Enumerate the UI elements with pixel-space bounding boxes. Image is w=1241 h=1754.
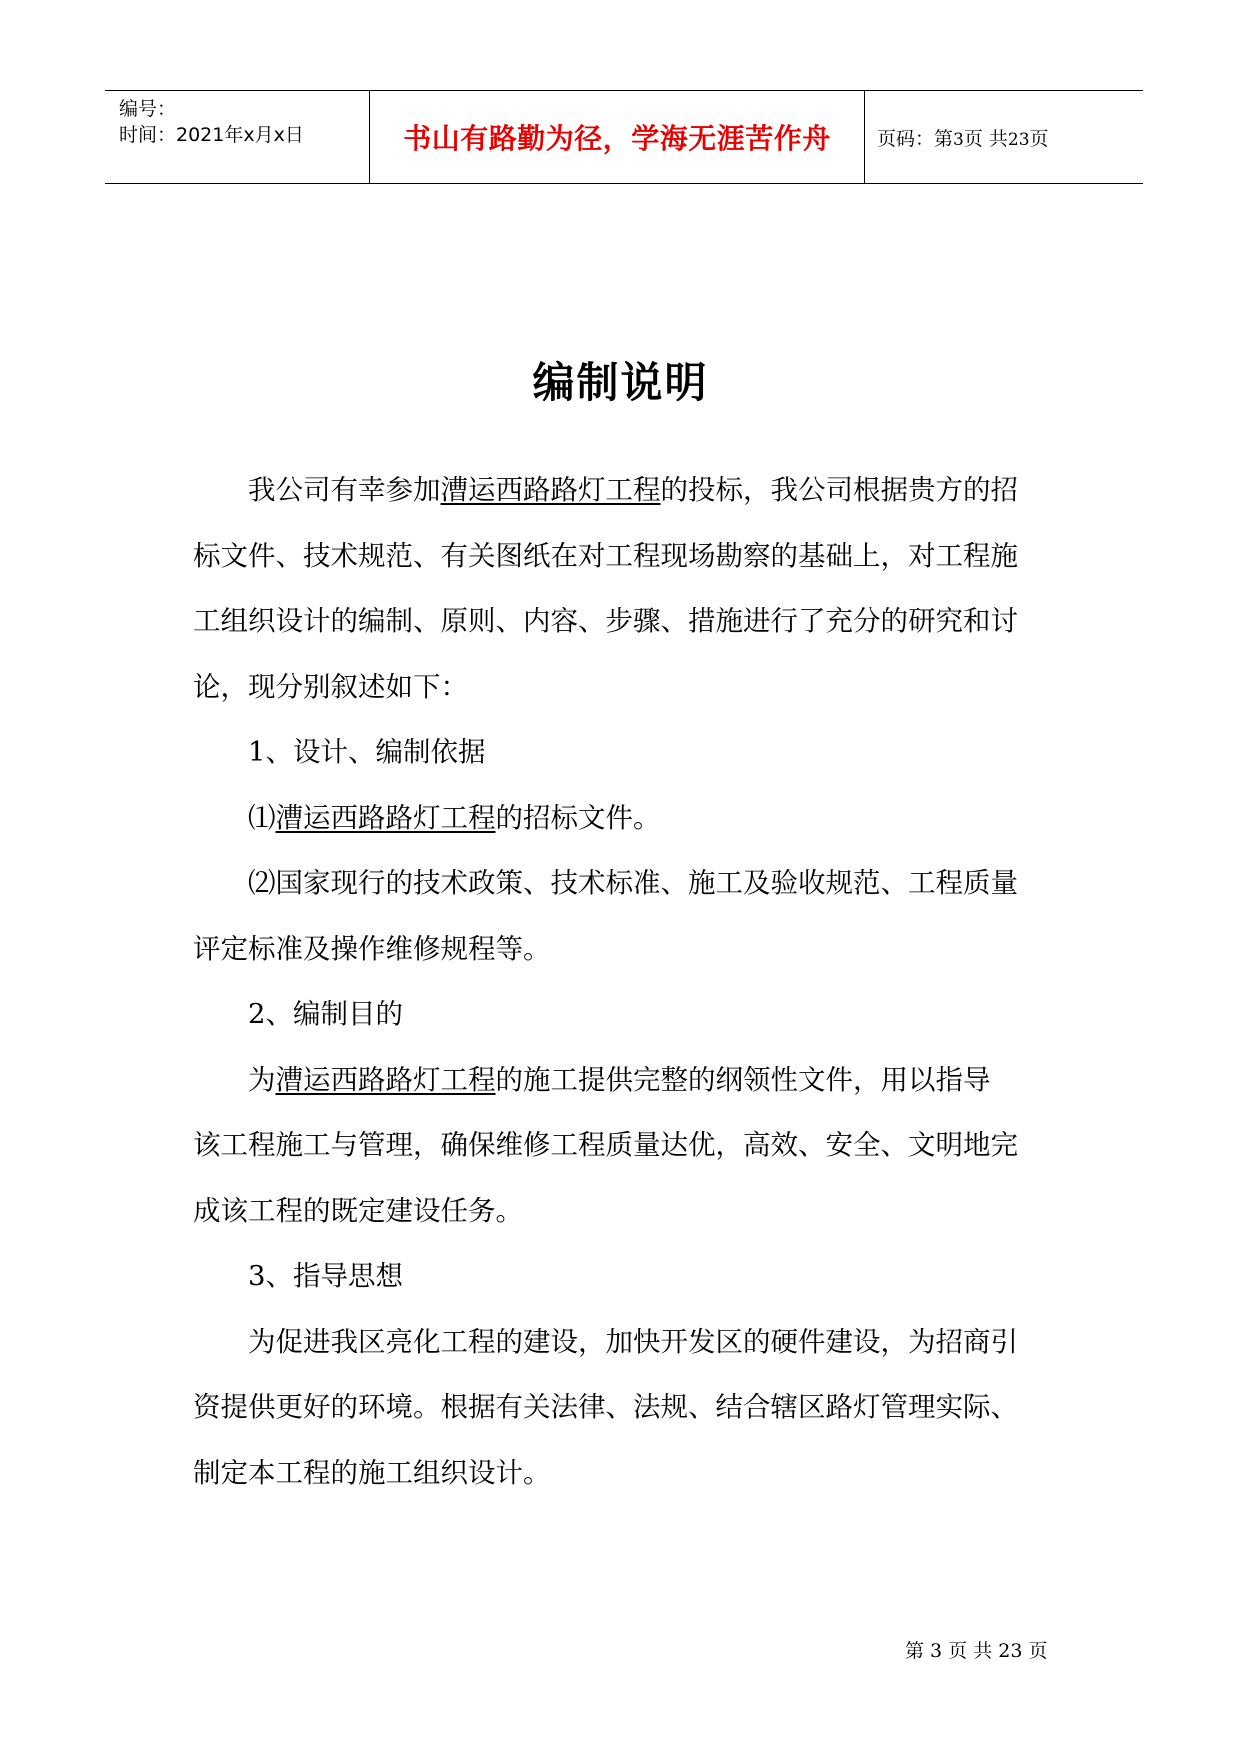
paragraph-line: 工组织设计的编制、原则、内容、步骤、措施进行了充分的研究和讨 — [193, 605, 1018, 637]
section-heading: 2、编制目的 — [248, 998, 403, 1030]
document-number-label: 编号： — [119, 98, 177, 120]
page-footer: 第 3 页 共 23 页 — [905, 1640, 1048, 1662]
document-time-label: 时间：2021年x月x日 — [119, 124, 304, 146]
header-page-info: 页码：第3页 共23页 — [877, 127, 1049, 150]
paragraph-line: 为漕运西路路灯工程的施工提供完整的纲领性文件，用以指导 — [248, 1063, 991, 1096]
paragraph-line: 论，现分别叙述如下： — [193, 670, 468, 703]
list-item: ⑵国家现行的技术政策、技术标准、施工及验收规范、工程质量 — [248, 867, 1018, 899]
paragraph-line: 为促进我区亮化工程的建设，加快开发区的硬件建设，为招商引 — [248, 1325, 1018, 1358]
paragraph-line: 标文件、技术规范、有关图纸在对工程现场勘察的基础上，对工程施 — [193, 539, 1018, 572]
project-name: 漕运西路路灯工程 — [440, 474, 661, 506]
paragraph-line: 成该工程的既定建设任务。 — [193, 1194, 523, 1227]
page-header — [105, 90, 1143, 184]
project-name: 漕运西路路灯工程 — [275, 801, 496, 834]
paragraph-line: 制定本工程的施工组织设计。 — [193, 1456, 551, 1489]
paragraph-line: 我公司有幸参加漕运西路路灯工程的投标，我公司根据贵方的招 — [248, 474, 1018, 506]
header-meta-cell — [105, 91, 370, 183]
section-heading: 1、设计、编制依据 — [248, 736, 486, 768]
section-heading: 3、指导思想 — [248, 1260, 403, 1292]
paragraph-line: 该工程施工与管理，确保维修工程质量达优，高效、安全、文明地完 — [193, 1129, 1018, 1161]
project-name: 漕运西路路灯工程 — [275, 1063, 496, 1096]
list-item: ⑴漕运西路路灯工程的招标文件。 — [248, 801, 661, 834]
page-title: 编制说明 — [532, 358, 709, 407]
paragraph-line: 评定标准及操作维修规程等。 — [193, 932, 551, 965]
header-motto-cell — [370, 91, 865, 183]
header-page-cell — [865, 91, 1143, 183]
paragraph-line: 资提供更好的环境。根据有关法律、法规、结合辖区路灯管理实际、 — [193, 1391, 1018, 1423]
header-motto: 书山有路勤为径，学海无涯苦作舟 — [403, 122, 831, 155]
document-body — [193, 468, 1065, 1516]
